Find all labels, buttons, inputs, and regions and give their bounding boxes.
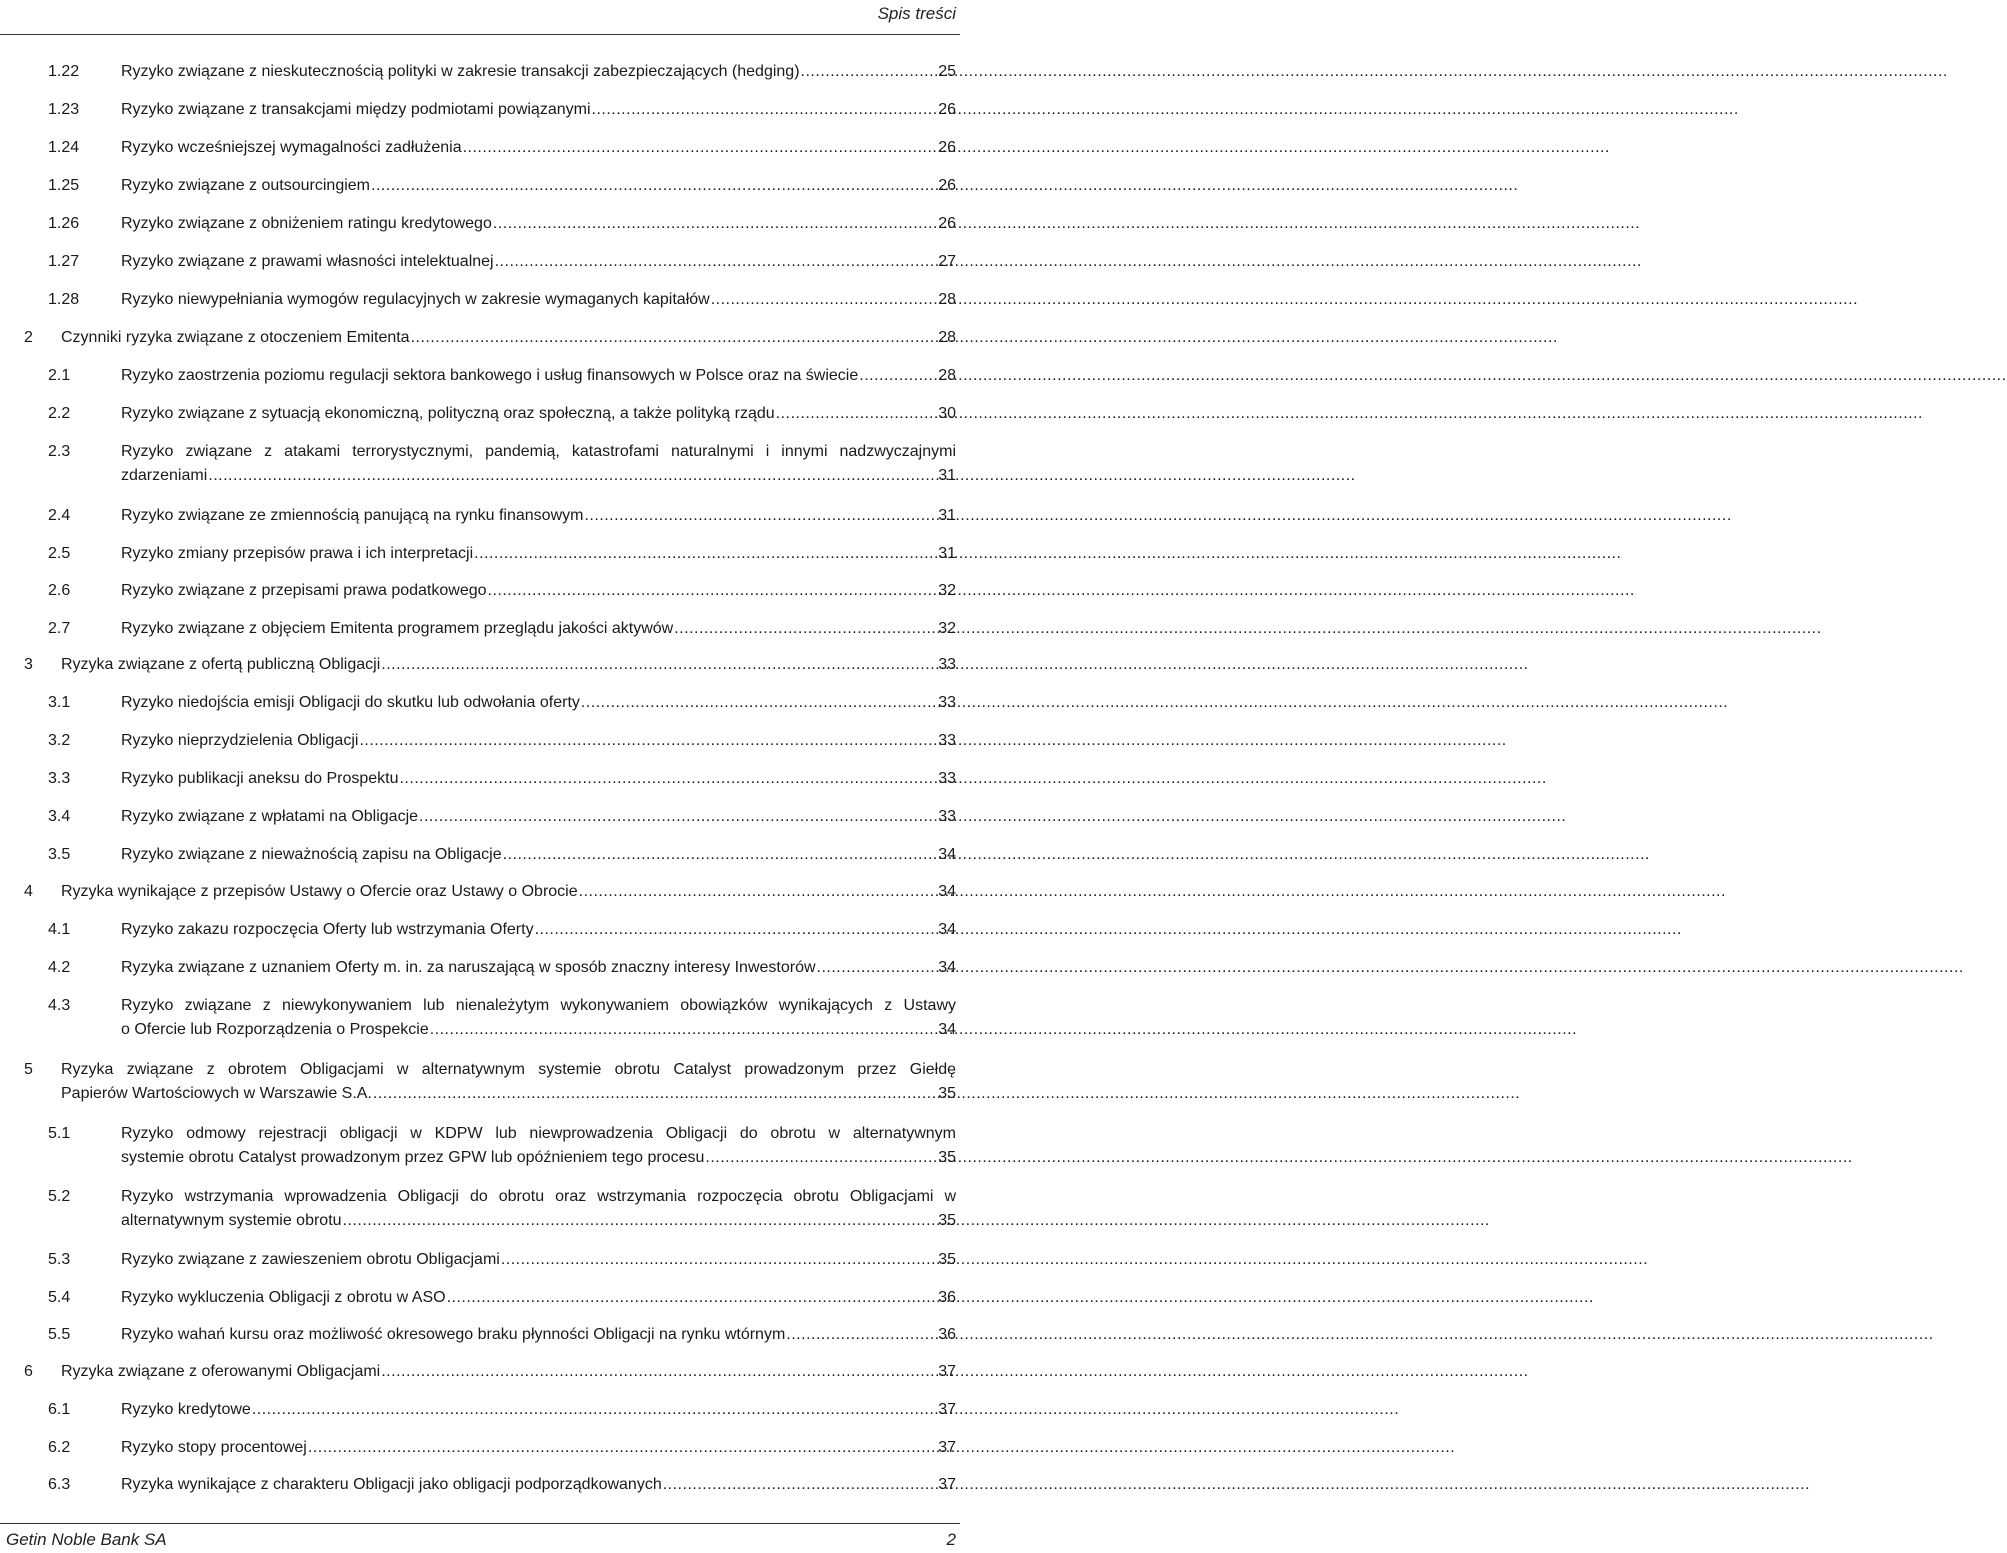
- toc-entry-last-line: [121, 1248, 956, 1272]
- toc-entry-last-line: [121, 1473, 956, 1497]
- toc-entry-number: 1.23: [48, 101, 80, 118]
- toc-entry-body: [121, 918, 956, 942]
- dot-leader: [502, 843, 939, 867]
- toc-entry-page-number: 34: [938, 846, 956, 863]
- toc-entry-last-line: [121, 843, 956, 867]
- toc-entry-body: [121, 174, 956, 198]
- toc-entry-page-number: 32: [938, 582, 956, 599]
- toc-entry-page-number: 26: [938, 101, 956, 118]
- toc-entry-body: [121, 994, 956, 1042]
- toc-entry-page-number: 34: [938, 883, 956, 900]
- toc-entry-number: 6: [24, 1363, 33, 1380]
- toc-entry-number: 1.25: [48, 177, 80, 194]
- toc-entry-number: 1.28: [48, 291, 80, 308]
- toc-entry-body: [121, 1436, 956, 1460]
- toc-entry-number: 4.3: [48, 997, 71, 1014]
- toc-entry-title: Ryzyko zaostrzenia poziomu regulacji sektora bankowego i usług finansowych w Polsce oraz na świecie: [121, 367, 859, 384]
- toc-entry-number: 2: [24, 329, 33, 346]
- dot-leader: [800, 60, 939, 84]
- toc-entry-number: 2.7: [48, 620, 71, 637]
- page-header-title: Spis treści: [877, 4, 956, 23]
- toc-entry-title: Ryzyko związane ze zmiennością panującą na rynku finansowym: [121, 507, 584, 524]
- toc-entry-page-number: 35: [938, 1212, 956, 1229]
- toc-entry-last-line: [61, 880, 956, 904]
- toc-entry-body: [121, 767, 956, 791]
- toc-entry-number: 2.6: [48, 582, 71, 599]
- toc-entry-number: 6.1: [48, 1401, 71, 1418]
- toc-entry-title: Ryzyko związane z prawami własności intelektualnej: [121, 253, 494, 270]
- toc-entry-last-line: [121, 1323, 956, 1347]
- dot-leader: [251, 1398, 938, 1422]
- toc-entry-body: [121, 1398, 956, 1422]
- toc-entry-title: Czynniki ryzyka związane z otoczeniem Emitenta: [61, 329, 410, 346]
- toc-entry-page-number: 28: [938, 291, 956, 308]
- toc-entry-body: [61, 326, 956, 350]
- toc-entry-page-number: 35: [938, 1149, 956, 1166]
- toc-entry-page-number: 33: [938, 656, 956, 673]
- toc-entry-line: Ryzyko wstrzymania wprowadzenia Obligacji do obrotu oraz wstrzymania rozpoczęcia obrotu Obligacjami w: [121, 1188, 956, 1205]
- toc-entry-number: 5: [24, 1061, 33, 1078]
- dot-leader: [358, 729, 938, 753]
- toc-entry-title: Ryzyko związane z nieskutecznością polityki w zakresie transakcji zabezpieczających (hedging): [121, 63, 800, 80]
- toc-entry-title: Ryzyko związane z nieważnością zapisu na Obligacje: [121, 846, 502, 863]
- toc-entry-number: 5.2: [48, 1188, 71, 1205]
- dot-leader: [370, 174, 938, 198]
- toc-entry-last-line: [121, 174, 956, 198]
- toc-entry-page-number: 31: [938, 507, 956, 524]
- toc-entry-page-number: 34: [938, 921, 956, 938]
- toc-entry-last-line: [121, 364, 956, 388]
- dot-leader: [398, 767, 938, 791]
- dot-leader: [534, 918, 939, 942]
- dot-leader: [858, 364, 938, 388]
- toc-entry-last-line: [121, 1436, 956, 1460]
- dot-leader: [429, 1018, 938, 1042]
- toc-entry-last-line: [121, 1209, 956, 1233]
- dot-leader: [785, 1323, 938, 1347]
- toc-entry-line: Ryzyko związane z atakami terrorystycznymi, pandemią, katastrofami naturalnymi i innymi nadzwyczajnymi: [121, 443, 956, 460]
- toc-entry-last-line: [121, 504, 956, 528]
- toc-entry-last-line: [121, 1018, 956, 1042]
- toc-entry-last-line: [121, 956, 956, 980]
- toc-entry-number: 5.3: [48, 1251, 71, 1268]
- dot-leader: [410, 326, 939, 350]
- dot-leader: [704, 1146, 938, 1170]
- toc-entry-last-line: [61, 653, 956, 677]
- toc-entry-title: Ryzyko niedojścia emisji Obligacji do skutku lub odwołania oferty: [121, 694, 580, 711]
- toc-entry-title: Ryzyko związane z transakcjami między podmiotami powiązanymi: [121, 101, 591, 118]
- toc-entry-page-number: 32: [938, 620, 956, 637]
- toc-entry-page-number: 36: [938, 1326, 956, 1343]
- toc-entry-number: 5.5: [48, 1326, 71, 1343]
- toc-entry-last-line: [121, 617, 956, 641]
- toc-entry-title: Ryzyka wynikające z przepisów Ustawy o Ofercie oraz Ustawy o Obrocie: [61, 883, 578, 900]
- toc-entry-last-line: [61, 326, 956, 350]
- dot-leader: [578, 880, 939, 904]
- toc-entry-page-number: 28: [938, 367, 956, 384]
- toc-entry-title: Ryzyko wykluczenia Obligacji z obrotu w ASO: [121, 1289, 446, 1306]
- toc-entry-body: [121, 542, 956, 566]
- toc-entry-title: Ryzyka związane z oferowanymi Obligacjami: [61, 1363, 381, 1380]
- table-of-contents: [0, 0, 960, 1500]
- toc-entry-last-line: [121, 1286, 956, 1310]
- toc-entry-page-number: 34: [938, 1021, 956, 1038]
- toc-entry-line: Ryzyka związane z obrotem Obligacjami w alternatywnym systemie obrotu Catalyst prowadzonym przez Giełdę: [61, 1061, 956, 1078]
- toc-entry-title: Ryzyko niewypełniania wymogów regulacyjnych w zakresie wymaganych kapitałów: [121, 291, 710, 308]
- dot-leader: [473, 542, 938, 566]
- toc-entry-last-line: [121, 918, 956, 942]
- toc-entry-page-number: 28: [938, 329, 956, 346]
- toc-entry-page-number: 30: [938, 405, 956, 422]
- toc-entry-page-number: 25: [938, 63, 956, 80]
- toc-entry-title: Ryzyko związane z objęciem Emitenta programem przeglądu jakości aktywów: [121, 620, 674, 637]
- dot-leader: [583, 504, 938, 528]
- footer-divider: [0, 1523, 960, 1524]
- toc-entry-line: Ryzyko odmowy rejestracji obligacji w KDPW lub niewprowadzenia Obligacji do obrotu w alternatywnym: [121, 1125, 956, 1142]
- toc-entry-body: [121, 288, 956, 312]
- toc-entry-title: Papierów Wartościowych w Warszawie S.A.: [61, 1085, 372, 1102]
- toc-entry-number: 3: [24, 656, 33, 673]
- toc-entry-body: [61, 653, 956, 677]
- toc-entry-body: [121, 402, 956, 426]
- toc-entry-body: [121, 1185, 956, 1233]
- toc-entry-page-number: 26: [938, 215, 956, 232]
- toc-entry-page-number: 37: [938, 1401, 956, 1418]
- toc-entry-page-number: 31: [938, 467, 956, 484]
- toc-entry-page-number: 35: [938, 1251, 956, 1268]
- toc-entry-page-number: 37: [938, 1439, 956, 1456]
- toc-entry-number: 6.3: [48, 1476, 71, 1493]
- toc-entry-page-number: 33: [938, 732, 956, 749]
- dot-leader: [446, 1286, 939, 1310]
- dot-leader: [775, 402, 939, 426]
- toc-entry-body: [121, 579, 956, 603]
- toc-entry-page-number: 33: [938, 770, 956, 787]
- toc-entry-page-number: 34: [938, 959, 956, 976]
- toc-entry-number: 1.24: [48, 139, 80, 156]
- toc-entry-number: 4: [24, 883, 33, 900]
- toc-entry-number: 4.1: [48, 921, 71, 938]
- toc-entry-number: 2.3: [48, 443, 71, 460]
- toc-entry-title: zdarzeniami: [121, 467, 208, 484]
- toc-entry-title: Ryzyko kredytowe: [121, 1401, 251, 1418]
- toc-entry-title: Ryzyko zakazu rozpoczęcia Oferty lub wstrzymania Oferty: [121, 921, 534, 938]
- toc-entry-last-line: [121, 805, 956, 829]
- toc-entry-body: [61, 1360, 956, 1384]
- toc-entry-last-line: [121, 729, 956, 753]
- toc-entry-body: [121, 729, 956, 753]
- toc-entry-last-line: [121, 136, 956, 160]
- footer-company-name: Getin Noble Bank SA: [6, 1530, 167, 1549]
- toc-entry-number: 3.1: [48, 694, 71, 711]
- toc-entry-title: Ryzyko stopy procentowej: [121, 1439, 307, 1456]
- toc-entry-page-number: 26: [938, 177, 956, 194]
- toc-entry-body: [121, 805, 956, 829]
- toc-entry-page-number: 26: [938, 139, 956, 156]
- toc-entry-number: 1.22: [48, 63, 80, 80]
- toc-entry-last-line: [121, 212, 956, 236]
- dot-leader: [372, 1082, 938, 1106]
- toc-entry-body: [121, 98, 956, 122]
- toc-entry-title: Ryzyka związane z ofertą publiczną Obligacji: [61, 656, 381, 673]
- toc-entry-page-number: 31: [938, 545, 956, 562]
- toc-entry-body: [121, 843, 956, 867]
- dot-leader: [462, 136, 939, 160]
- toc-entry-title: Ryzyko związane z przepisami prawa podatkowego: [121, 582, 487, 599]
- toc-entry-body: [121, 617, 956, 641]
- toc-entry-number: 3.5: [48, 846, 71, 863]
- toc-entry-number: 2.5: [48, 545, 71, 562]
- toc-entry-number: 1.27: [48, 253, 80, 270]
- dot-leader: [307, 1436, 938, 1460]
- toc-entry-number: 3.3: [48, 770, 71, 787]
- dot-leader: [380, 653, 938, 677]
- toc-entry-body: [121, 1473, 956, 1497]
- toc-entry-body: [121, 1323, 956, 1347]
- toc-entry-title: Ryzyko wcześniejszej wymagalności zadłużenia: [121, 139, 462, 156]
- toc-entry-number: 5.1: [48, 1125, 71, 1142]
- toc-entry-body: [121, 956, 956, 980]
- dot-leader: [816, 956, 939, 980]
- toc-entry-title: systemie obrotu Catalyst prowadzonym przez GPW lub opóźnieniem tego procesu: [121, 1149, 705, 1166]
- toc-entry-last-line: [121, 98, 956, 122]
- dot-leader: [487, 579, 939, 603]
- dot-leader: [673, 617, 938, 641]
- dot-leader: [591, 98, 939, 122]
- toc-entry-last-line: [121, 288, 956, 312]
- toc-entry-body: [121, 212, 956, 236]
- toc-entry-title: alternatywnym systemie obrotu: [121, 1212, 342, 1229]
- dot-leader: [494, 250, 939, 274]
- toc-entry-title: Ryzyko związane z wpłatami na Obligacje: [121, 808, 419, 825]
- toc-entry-page-number: 37: [938, 1476, 956, 1493]
- toc-entry-title: Ryzyko związane z outsourcingiem: [121, 177, 370, 194]
- toc-entry-page-number: 35: [938, 1085, 956, 1102]
- toc-entry-page-number: 36: [938, 1289, 956, 1306]
- toc-entry-last-line: [121, 464, 956, 488]
- toc-entry-last-line: [61, 1082, 956, 1106]
- toc-entry-body: [121, 1122, 956, 1170]
- toc-entry-body: [121, 504, 956, 528]
- dot-leader: [662, 1473, 938, 1497]
- footer-page-number: 2: [946, 1530, 956, 1549]
- dot-leader: [342, 1209, 939, 1233]
- toc-entry-number: 5.4: [48, 1289, 71, 1306]
- toc-entry-last-line: [121, 691, 956, 715]
- dot-leader: [580, 691, 938, 715]
- toc-entry-body: [61, 880, 956, 904]
- toc-entry-title: Ryzyko związane z sytuacją ekonomiczną, polityczną oraz społeczną, a także polityką rządu: [121, 405, 775, 422]
- dot-leader: [492, 212, 938, 236]
- toc-entry-title: Ryzyko związane z obniżeniem ratingu kredytowego: [121, 215, 492, 232]
- toc-entry-last-line: [121, 250, 956, 274]
- toc-entry-last-line: [121, 579, 956, 603]
- dot-leader: [207, 464, 938, 488]
- toc-entry-body: [121, 1286, 956, 1310]
- toc-entry-body: [121, 1248, 956, 1272]
- toc-entry-body: [121, 60, 956, 84]
- toc-entry-number: 4.2: [48, 959, 71, 976]
- toc-entry-last-line: [121, 402, 956, 426]
- dot-leader: [380, 1360, 938, 1384]
- toc-entry-line: Ryzyko związane z niewykonywaniem lub nienależytym wykonywaniem obowiązków wynikających z Ustawy: [121, 997, 956, 1014]
- toc-entry-body: [121, 364, 956, 388]
- toc-entry-title: Ryzyka związane z uznaniem Oferty m. in. za naruszającą w sposób znaczny interesy Inwestorów: [121, 959, 816, 976]
- toc-entry-last-line: [121, 542, 956, 566]
- toc-entry-title: Ryzyka wynikające z charakteru Obligacji jako obligacji podporządkowanych: [121, 1476, 662, 1493]
- toc-entry-last-line: [121, 60, 956, 84]
- toc-entry-number: 2.2: [48, 405, 71, 422]
- toc-entry-number: 1.26: [48, 215, 80, 232]
- toc-entry-last-line: [61, 1360, 956, 1384]
- toc-entry-last-line: [121, 767, 956, 791]
- toc-entry-body: [61, 1058, 956, 1106]
- dot-leader: [500, 1248, 938, 1272]
- dot-leader: [418, 805, 938, 829]
- toc-entry-page-number: 33: [938, 808, 956, 825]
- toc-entry-title: Ryzyko wahań kursu oraz możliwość okresowego braku płynności Obligacji na rynku wtórnym: [121, 1326, 786, 1343]
- toc-entry-page-number: 33: [938, 694, 956, 711]
- toc-entry-number: 2.4: [48, 507, 71, 524]
- toc-entry-title: o Ofercie lub Rozporządzenia o Prospekcie: [121, 1021, 429, 1038]
- toc-entry-number: 3.4: [48, 808, 71, 825]
- toc-entry-title: Ryzyko związane z zawieszeniem obrotu Obligacjami: [121, 1251, 500, 1268]
- toc-entry-last-line: [121, 1398, 956, 1422]
- dot-leader: [710, 288, 939, 312]
- toc-entry-title: Ryzyko nieprzydzielenia Obligacji: [121, 732, 359, 749]
- toc-entry-title: Ryzyko publikacji aneksu do Prospektu: [121, 770, 399, 787]
- toc-entry-body: [121, 440, 956, 488]
- toc-entry-page-number: 27: [938, 253, 956, 270]
- toc-entry-page-number: 37: [938, 1363, 956, 1380]
- toc-entry-body: [121, 136, 956, 160]
- toc-entry-body: [121, 250, 956, 274]
- toc-entry-number: 6.2: [48, 1439, 71, 1456]
- toc-entry-last-line: [121, 1146, 956, 1170]
- toc-entry-number: 2.1: [48, 367, 71, 384]
- toc-entry-body: [121, 691, 956, 715]
- toc-entry-number: 3.2: [48, 732, 71, 749]
- toc-entry-title: Ryzyko zmiany przepisów prawa i ich interpretacji: [121, 545, 474, 562]
